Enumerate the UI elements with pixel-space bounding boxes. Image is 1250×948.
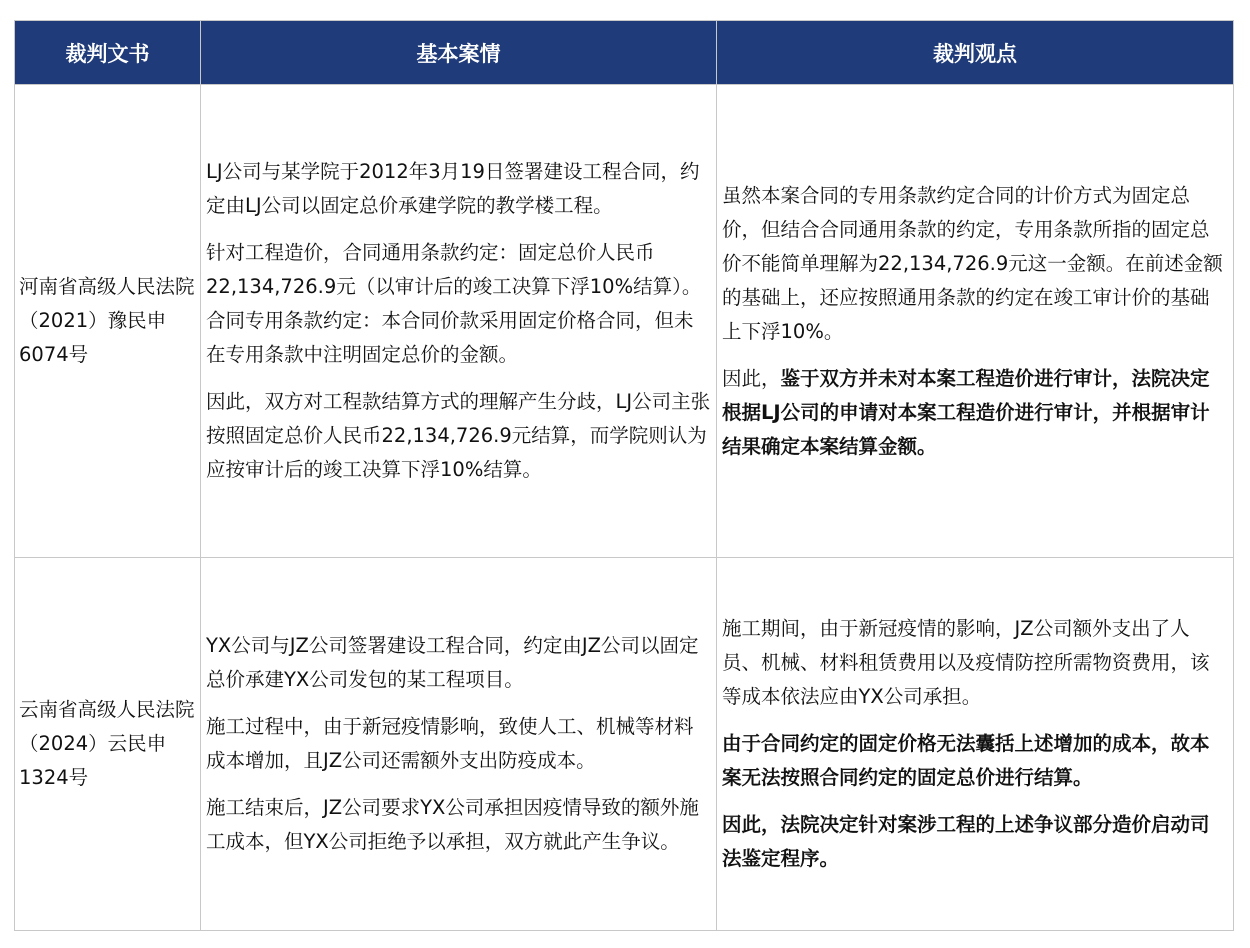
facts-paragraph: 针对工程造价，合同通用条款约定：固定总价人民币22,134,726.9元（以审计后的竣工决算下浮10%结算）。合同专用条款约定：本合同价款采用固定价格合同，但未在专用条款中注明固定总价的金额。: [206, 241, 702, 366]
opinion-paragraph-bold: 由于合同约定的固定价格无法囊括上述增加的成本，故本案无法按照合同约定的固定总价进行结算。: [722, 732, 1210, 789]
header-opinion: 裁判观点: [717, 21, 1234, 85]
opinion-cell: [717, 85, 1234, 558]
facts-paragraph: YX公司与JZ公司签署建设工程合同，约定由JZ公司以固定总价承建YX公司发包的某工程项目。: [206, 634, 699, 691]
case-number: （2024）云民申1324号: [19, 732, 167, 789]
table-row: [15, 558, 1234, 931]
opinion-paragraph: [722, 362, 1228, 464]
court-cell: [15, 558, 201, 931]
opinion-paragraph-bold: 因此，法院决定针对案涉工程的上述争议部分造价启动司法鉴定程序。: [722, 813, 1210, 870]
opinion-paragraph: 施工期间，由于新冠疫情的影响，JZ公司额外支出了人员、机械、材料租赁费用以及疫情防控所需物资费用，该等成本依法应由YX公司承担。: [722, 617, 1210, 708]
judgment-table: [14, 20, 1234, 931]
facts-cell: [201, 558, 717, 931]
opinion-cell: [717, 558, 1234, 931]
facts-cell: [201, 85, 717, 558]
header-facts: 基本案情: [201, 21, 717, 85]
facts-paragraph: 施工过程中，由于新冠疫情影响，致使人工、机械等材料成本增加，且JZ公司还需额外支出防疫成本。: [206, 715, 694, 772]
opinion-bold-text: 鉴于双方并未对本案工程造价进行审计，法院决定根据LJ公司的申请对本案工程造价进行审计，并根据审计结果确定本案结算金额。: [722, 366, 1210, 458]
table-row: [15, 85, 1234, 558]
court-name: 河南省高级人民法院: [19, 275, 195, 298]
facts-paragraph: 因此，双方对工程款结算方式的理解产生分歧，LJ公司主张按照固定总价人民币22,134,726.9元结算，而学院则认为应按审计后的竣工决算下浮10%结算。: [206, 390, 711, 481]
court-cell: [15, 85, 201, 558]
case-number: （2021）豫民申6074号: [19, 309, 167, 366]
court-name: 云南省高级人民法院: [19, 698, 195, 721]
facts-paragraph: 施工结束后，JZ公司要求YX公司承担因疫情导致的额外施工成本，但YX公司拒绝予以承担，双方就此产生争议。: [206, 796, 699, 853]
header-document: 裁判文书: [15, 21, 201, 85]
opinion-paragraph: 虽然本案合同的专用条款约定合同的计价方式为固定总价，但结合合同通用条款的约定，专用条款所指的固定总价不能简单理解为22,134,726.9元这一金额。在前述金额的基础上，还应按照通用条款的约定在竣工审计价的基础上下浮10%。: [722, 183, 1223, 343]
header-row: [15, 21, 1234, 85]
opinion-prefix: 因此，: [722, 366, 781, 390]
facts-paragraph: LJ公司与某学院于2012年3月19日签署建设工程合同，约定由LJ公司以固定总价承建学院的教学楼工程。: [206, 160, 700, 217]
